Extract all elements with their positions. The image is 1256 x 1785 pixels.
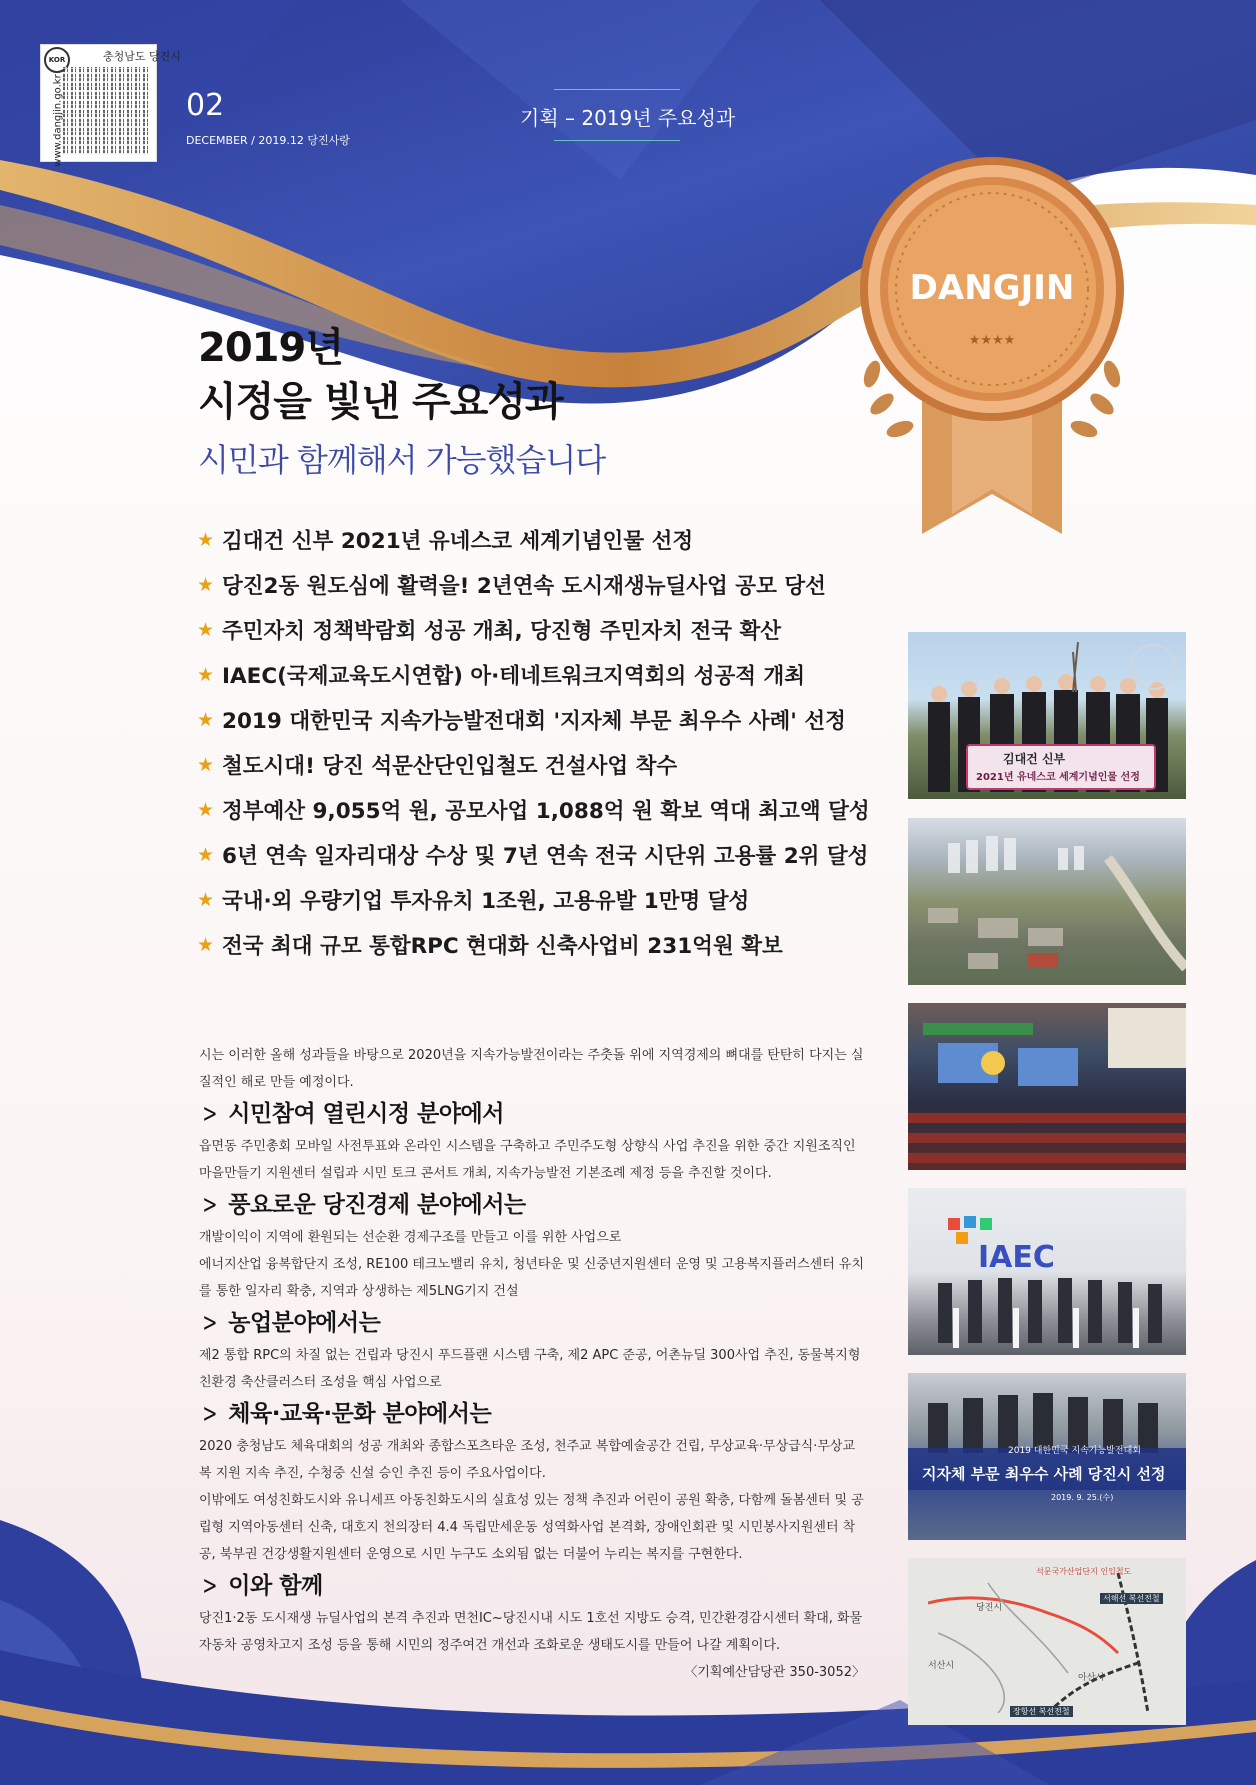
section-heading: > 풍요로운 당진경제 분야에서는 xyxy=(202,1190,526,1220)
medal-text: DANGJIN xyxy=(909,268,1075,308)
star-icon: ★ xyxy=(197,663,215,686)
dangjin-medal-icon xyxy=(842,154,1142,554)
star-icon: ★ xyxy=(197,618,215,641)
section-paragraph: 에너지산업 융복합단지 조성, RE100 테크노밸리 유치, 청년타운 및 신중년지원센터 운영 및 고용복지플러스센터 유치를 통한 일자리 확충, 지역과 상생하는 제5LNG기지 건설 xyxy=(199,1257,865,1299)
award-banner-date: 2019. 9. 25.(수) xyxy=(1051,1493,1114,1502)
achievement-item: ★ 2019 대한민국 지속가능발전대회 '지자체 부문 최우수 사례' 선정 xyxy=(197,708,846,734)
star-icon: ★ xyxy=(197,573,215,596)
iaec-logo: IAEC xyxy=(978,1240,1055,1275)
photo-city-aerial xyxy=(908,818,1186,985)
chevron-right-icon: > xyxy=(202,1571,218,1601)
section-paragraph: 당진1·2동 도시재생 뉴딜사업의 본격 추진과 면천IC~당진시내 시도 1호선 지방도 승격, 민간환경감시센터 확대, 화물자동차 공영차고지 조성 등을 통해 시민의 정주여건 개선과 조화로운 생태도시를 만들어 나갈 계획이다. xyxy=(199,1611,863,1653)
chevron-right-icon: > xyxy=(202,1099,218,1129)
qr-code-icon xyxy=(63,67,151,155)
section-paragraph: 2020 충청남도 체육대회의 성공 개최와 종합스포츠타운 조성, 천주교 복합예술공간 건립, 무상교육·무상급식·무상교복 지원 지속 추진, 수청중 신설 승인 추진 등이 주요사업이다. xyxy=(199,1439,856,1481)
qr-top-label: 충청남도 당진시 xyxy=(103,50,181,63)
achievement-item: ★ IAEC(국제교육도시연합) 아·테네트워크지역회의 성공적 개최 xyxy=(197,663,806,689)
map-city-label: 서산시 xyxy=(928,1661,955,1671)
kor-badge: KOR xyxy=(44,47,70,73)
star-icon: ★ xyxy=(197,843,215,866)
section-heading: > 농업분야에서는 xyxy=(202,1308,381,1338)
photo-unesco-group xyxy=(908,632,1186,799)
section-divider-top xyxy=(554,89,680,90)
achievement-list xyxy=(197,517,887,967)
chevron-right-icon: > xyxy=(202,1190,218,1220)
section-divider-bottom xyxy=(554,140,680,141)
section-title: 기획 – 2019년 주요성과 xyxy=(520,106,736,130)
section-heading: > 시민참여 열린시정 분야에서 xyxy=(202,1099,504,1129)
page-title: 시정을 빛낸 주요성과 xyxy=(198,379,563,425)
section-paragraph: 제2 통합 RPC의 차질 없는 건립과 당진시 푸드플랜 시스템 구축, 제2 APC 준공, 어촌뉴딜 300사업 추진, 동물복지형 친환경 축산클러스터 조성을 핵심 사업으로 xyxy=(199,1348,861,1390)
page-title-year: 2019년 xyxy=(198,325,343,371)
photo-iaec-ceremony xyxy=(908,1188,1186,1355)
photo-railway-map xyxy=(908,1558,1186,1725)
medal-stars: ★★★★ xyxy=(968,333,1016,348)
body-text xyxy=(199,1042,865,1686)
map-city-label: 당진시 xyxy=(976,1603,1003,1613)
section-heading: > 체육·교육·문화 분야에서는 xyxy=(202,1399,492,1429)
achievement-item: ★ 정부예산 9,055억 원, 공모사업 1,088억 원 확보 역대 최고액 달성 xyxy=(197,798,870,824)
section-paragraph: 개발이익이 지역에 환원되는 선순환 경제구조를 만들고 이를 위한 사업으로 xyxy=(199,1230,622,1245)
chevron-right-icon: > xyxy=(202,1399,218,1429)
photo-banner-title: 김대건 신부 xyxy=(1003,752,1066,766)
star-icon: ★ xyxy=(197,753,215,776)
contact-info: 〈기획예산담당관 350-3052〉 xyxy=(684,1665,865,1680)
page-number: 02 xyxy=(186,88,225,123)
achievement-item: ★ 주민자치 정책박람회 성공 개최, 당진형 주민자치 전국 확산 xyxy=(197,618,782,644)
qr-code-block[interactable] xyxy=(40,44,181,167)
photo-banner-subtitle: 2021년 유네스코 세계기념인물 선정 xyxy=(976,772,1140,783)
section-paragraph: 읍면동 주민총회 모바일 사전투표와 온라인 시스템을 구축하고 주민주도형 상향식 사업 추진을 위한 중간 지원조직인 마을만들기 지원센터 설립과 시민 토크 콘서트 개최, 지속가능발전 기본조례 제정 등을 추진할 것이다. xyxy=(199,1139,856,1181)
achievement-item: ★ 국내·외 우량기업 투자유치 1조원, 고용유발 1만명 달성 xyxy=(197,888,750,914)
qr-side-url: www.dangjin.go.kr xyxy=(52,74,64,167)
map-city-label: 아산시 xyxy=(1078,1673,1105,1683)
award-banner-main: 지자체 부문 최우수 사례 당진시 선정 xyxy=(922,1465,1166,1483)
achievement-item: ★ 당진2동 원도심에 활력을! 2년연속 도시재생뉴딜사업 공모 당선 xyxy=(197,573,826,599)
section-paragraph: 이밖에도 여성친화도시와 유니세프 아동친화도시의 실효성 있는 정책 추진과 어린이 공원 확충, 다함께 돌봄센터 및 공립형 지역아동센터 신축, 대호지 천의장터 4.4 독립만세운동 성역화사업 본격화, 장애인회관 및 시민봉사지원센터 착공, 북부권 건강생활지원센터 운영으로 시민 누구도 소외됨 없는 더불어 누리는 복지를 구현한다. xyxy=(199,1493,864,1562)
photo-expo-hall xyxy=(908,1003,1186,1170)
chevron-right-icon: > xyxy=(202,1308,218,1338)
star-icon: ★ xyxy=(197,528,215,551)
page-subtitle: 시민과 함께해서 가능했습니다 xyxy=(198,441,606,479)
section-heading: > 이와 함께 xyxy=(202,1571,323,1601)
map-route-label: 석문국가산업단지 인입철도 xyxy=(1036,1567,1132,1576)
map-line-label: 서해선 복선전철 xyxy=(1100,1593,1163,1604)
intro-paragraph: 시는 이러한 올해 성과들을 바탕으로 2020년을 지속가능발전이라는 주춧돌 위에 지역경제의 뼈대를 탄탄히 다지는 실질적인 해로 만들 예정이다. xyxy=(199,1048,864,1090)
achievement-item: ★ 6년 연속 일자리대상 수상 및 7년 연속 전국 시단위 고용률 2위 달성 xyxy=(197,843,869,869)
photo-award-group xyxy=(908,1373,1186,1540)
star-icon: ★ xyxy=(197,798,215,821)
map-line-label: 장항선 복선전철 xyxy=(1010,1706,1073,1717)
star-icon: ★ xyxy=(197,708,215,731)
issue-label: DECEMBER / 2019.12 당진사랑 xyxy=(186,134,350,147)
achievement-item: ★ 전국 최대 규모 통합RPC 현대화 신축사업비 231억원 확보 xyxy=(197,933,783,959)
star-icon: ★ xyxy=(197,933,215,956)
achievement-item: ★ 김대건 신부 2021년 유네스코 세계기념인물 선정 xyxy=(197,528,694,554)
star-icon: ★ xyxy=(197,888,215,911)
award-banner-top: 2019 대한민국 지속가능발전대회 xyxy=(1008,1446,1141,1456)
achievement-item: ★ 철도시대! 당진 석문산단인입철도 건설사업 착수 xyxy=(197,753,678,779)
